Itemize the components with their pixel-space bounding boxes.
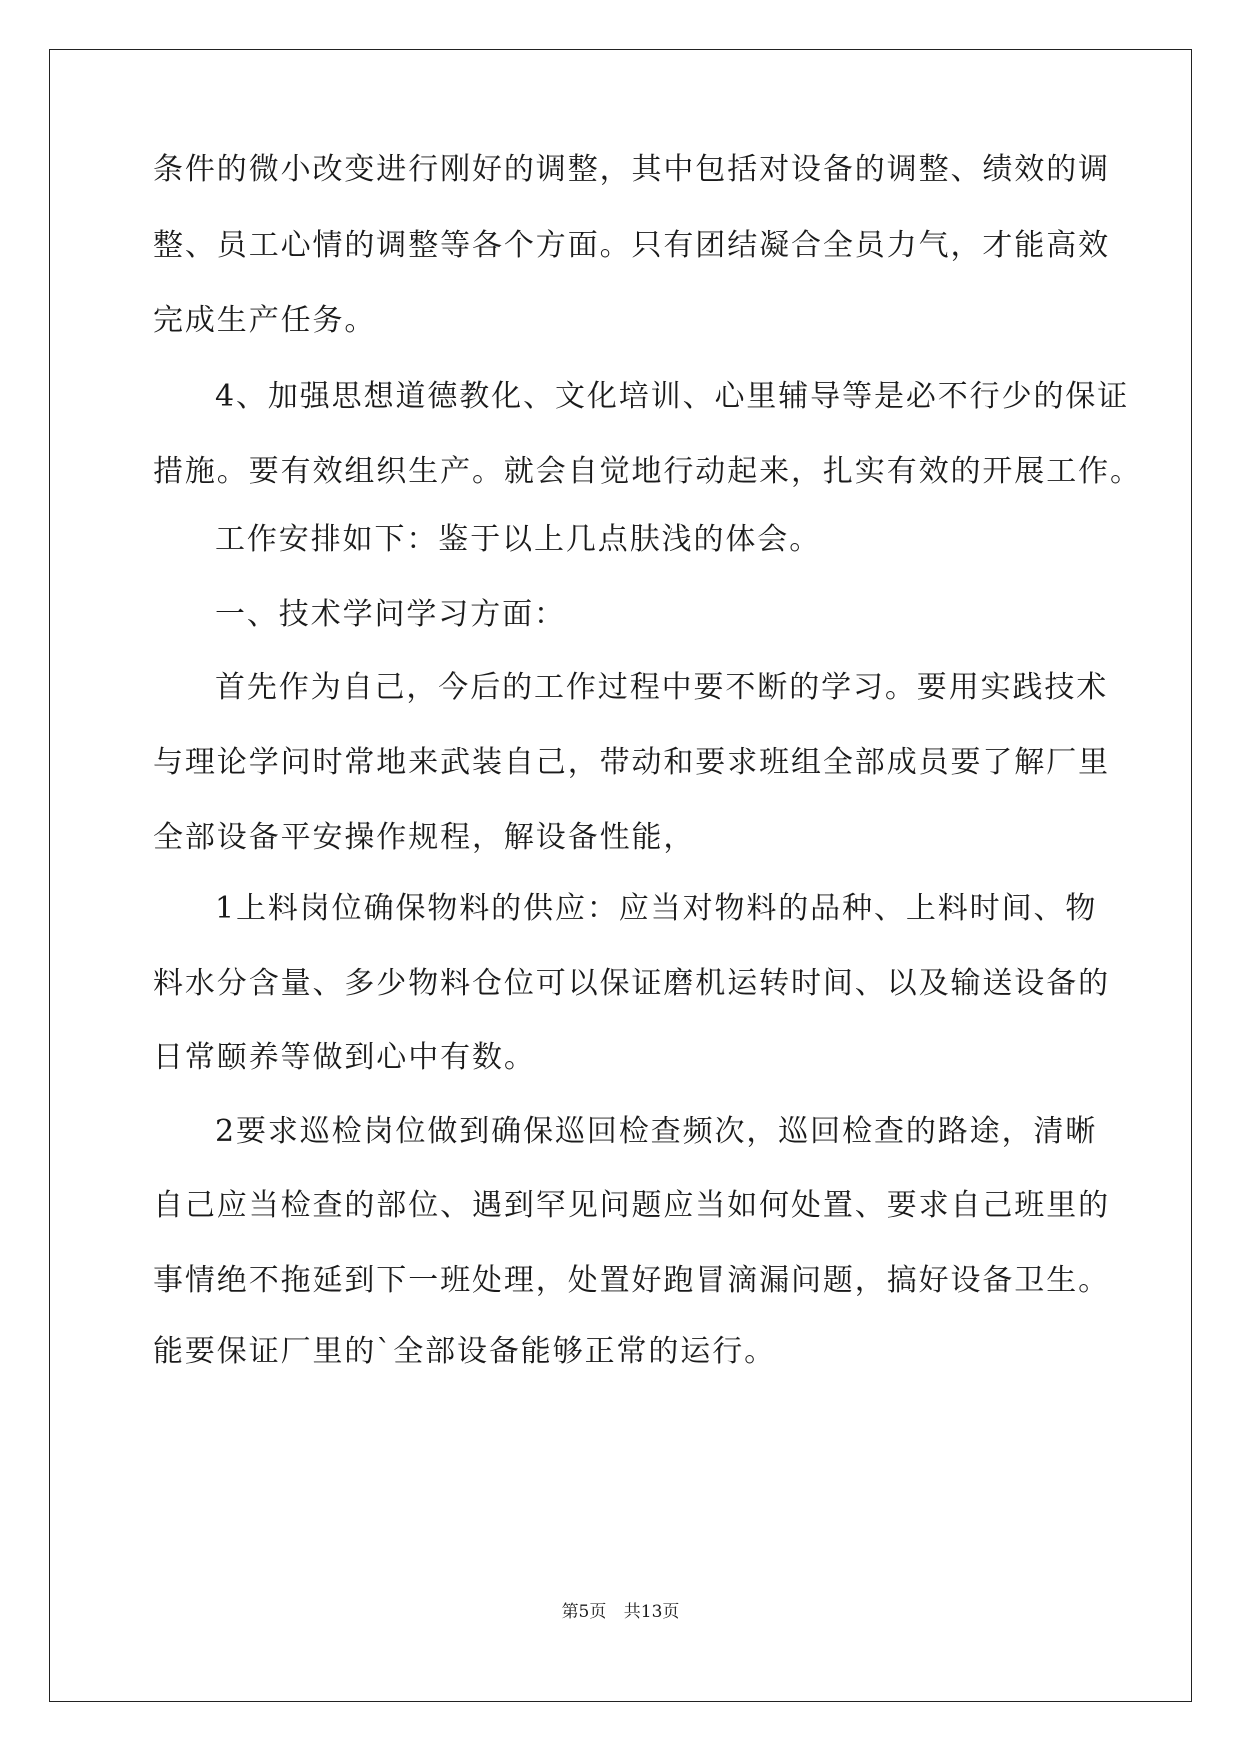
text-line: 与理论学问时常地来武装自己，带动和要求班组全部成员要了解厂里 bbox=[153, 745, 1110, 780]
page-footer bbox=[0, 1602, 1241, 1622]
text-line: 全部设备平安操作规程，解设备性能， bbox=[153, 820, 696, 855]
paragraph-start-line: 2要求巡检岗位做到确保巡回检查频次，巡回检查的路途，清晰 bbox=[215, 1114, 1098, 1149]
text-line: 整、员工心情的调整等各个方面。只有团结凝合全员力气，才能高效 bbox=[153, 228, 1110, 263]
text-line: 能要保证厂里的`全部设备能够正常的运行。 bbox=[153, 1334, 776, 1369]
text-line: 料水分含量、多少物料仓位可以保证磨机运转时间、以及输送设备的 bbox=[153, 966, 1110, 1001]
section-heading: 一、技术学问学习方面： bbox=[215, 597, 566, 632]
page-total: 共13页 bbox=[623, 1602, 680, 1622]
text-line: 自己应当检查的部位、遇到罕见问题应当如何处置、要求自己班里的 bbox=[153, 1188, 1110, 1223]
paragraph-start-line: 4、加强思想道德教化、文化培训、心里辅导等是必不行少的保证 bbox=[215, 379, 1130, 414]
page-border bbox=[49, 49, 1192, 1702]
paragraph-start-line: 首先作为自己，今后的工作过程中要不断的学习。要用实践技术 bbox=[215, 670, 1109, 705]
paragraph-start-line: 工作安排如下：鉴于以上几点肤浅的体会。 bbox=[215, 522, 822, 557]
page-number: 第5页 bbox=[561, 1602, 607, 1622]
text-line: 措施。要有效组织生产。就会自觉地行动起来，扎实有效的开展工作。 bbox=[153, 454, 1142, 489]
text-line: 完成生产任务。 bbox=[153, 303, 377, 338]
text-line: 条件的微小改变进行刚好的调整，其中包括对设备的调整、绩效的调 bbox=[153, 152, 1110, 187]
text-line: 日常颐养等做到心中有数。 bbox=[153, 1040, 536, 1075]
text-line: 事情绝不拖延到下一班处理，处置好跑冒滴漏问题，搞好设备卫生。 bbox=[153, 1263, 1110, 1298]
paragraph-start-line: 1上料岗位确保物料的供应：应当对物料的品种、上料时间、物 bbox=[215, 891, 1098, 926]
